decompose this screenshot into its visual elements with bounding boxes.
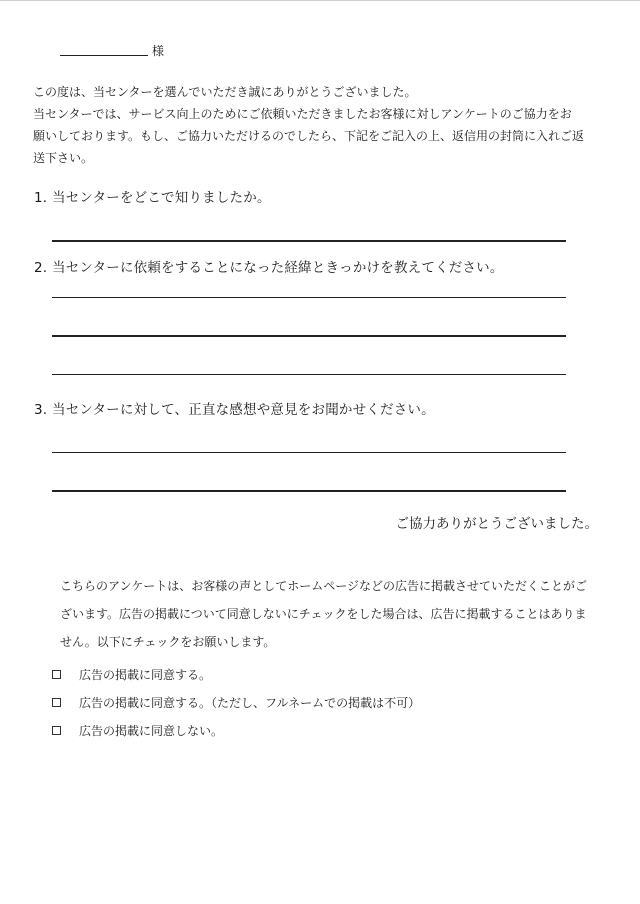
recipient-name-field [60, 38, 180, 60]
answer-line-q2-3[interactable] [52, 374, 566, 375]
intro-line: 送下さい。 [33, 151, 94, 165]
recipient-name-blank[interactable] [60, 55, 148, 56]
question-2 [34, 256, 504, 276]
option-label: 広告の掲載に同意しない。 [79, 723, 224, 738]
page-top-rule [0, 0, 640, 1]
thanks-message: ご協力ありがとうございました。 [395, 516, 598, 532]
intro-paragraph [33, 81, 613, 169]
checkbox-icon[interactable] [52, 726, 61, 735]
consent-option-agree[interactable] [52, 660, 420, 688]
checkbox-icon[interactable] [52, 698, 61, 707]
question-3 [34, 398, 435, 418]
notice-line: ざいます。広告の掲載について同意しないにチェックをした場合は、広告に掲載することはありま [60, 607, 587, 621]
intro-line: 願いしております。もし、ご協力いただけるのでしたら、下記をご記入の上、返信用の封筒に入れご返 [33, 129, 585, 143]
answer-line-q2-1[interactable] [52, 297, 566, 298]
answer-line-q3-2[interactable] [52, 490, 566, 492]
answer-line-q3-1[interactable] [52, 452, 566, 453]
advertising-notice [60, 572, 615, 656]
option-label: 広告の掲載に同意する。 [79, 667, 212, 682]
checkbox-icon[interactable] [52, 670, 61, 679]
option-label: 広告の掲載に同意する。（ただし、フルネームでの掲載は不可） [79, 695, 421, 710]
question-text: 当センターをどこで知りましたか。 [52, 190, 271, 206]
question-text: 当センターに依頼をすることになった経緯ときっかけを教えてください。 [52, 260, 504, 276]
notice-line: こちらのアンケートは、お客様の声としてホームページなどの広告に掲載させていただくことがご [60, 579, 588, 593]
consent-option-disagree[interactable] [52, 716, 420, 744]
question-text: 当センターに対して、正直な感想や意見をお聞かせください。 [52, 402, 435, 418]
question-number: 2. [34, 260, 48, 276]
question-1 [34, 186, 271, 206]
consent-option-agree-no-fullname[interactable] [52, 688, 420, 716]
question-number: 1. [34, 190, 48, 206]
intro-line: この度は、当センターを選んでいただき誠にありがとうございました。 [33, 85, 417, 99]
answer-line-q2-2[interactable] [52, 335, 566, 337]
question-number: 3. [34, 402, 48, 418]
salutation-suffix: 様 [152, 44, 165, 58]
notice-line: せん。以下にチェックをお願いします。 [60, 635, 276, 649]
intro-line: 当センターでは、サービス向上のためにご依頼いただきましたお客様に対しアンケートのご協力をお [33, 107, 572, 121]
consent-options [52, 660, 420, 744]
answer-line-q1-1[interactable] [52, 240, 566, 242]
